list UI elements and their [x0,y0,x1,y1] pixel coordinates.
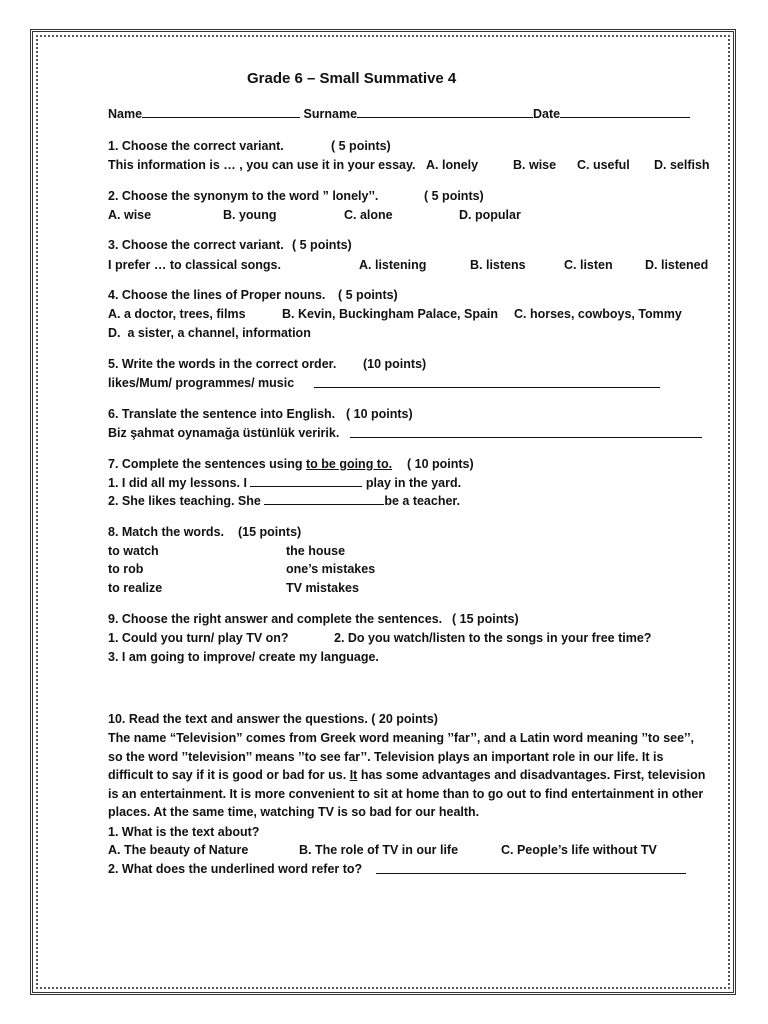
q8-points: (15 points) [238,525,302,539]
q3-points: ( 5 points) [292,238,352,252]
q5-prompt: likes/Mum/ programmes/ music [108,376,295,390]
q3-option-b[interactable]: B. listens [470,258,526,272]
q5-heading: 5. Write the words in the correct order. [108,357,337,371]
q4-heading: 4. Choose the lines of Proper nouns. [108,288,326,302]
q1-option-c[interactable]: C. useful [577,158,630,172]
surname-field[interactable] [357,105,533,118]
q8-left-item[interactable]: to realize [108,581,163,595]
date-label: Date [533,107,561,121]
q10-heading: 10. Read the text and answer the questions. ( 20 points) [108,712,438,726]
q7-sentence-1 [108,474,461,493]
q6-points: ( 10 points) [346,407,413,421]
q10-reading-text [108,729,712,822]
q3-option-a[interactable]: A. listening [359,258,427,272]
student-info-row [108,105,690,124]
q9-sentence-2: 2. Do you watch/listen to the songs in your free time? [334,631,652,645]
q7-s1-blank[interactable] [250,474,362,487]
q2-option-c[interactable]: C. alone [344,208,393,222]
q7-s1-after: play in the yard. [365,476,462,490]
q9-heading: 9. Choose the right answer and complete the sentences. [108,612,443,626]
q1-option-b[interactable]: B. wise [513,158,557,172]
q10-text-part1: The name “Television” comes from Greek word meaning ’’far’’, and a Latin word meaning ’’to see’’, so the word ’’television’’ means ’’to see far’’. Television plays an important role in our life. It is difficult to say if it is good or bad for us. [108,731,695,782]
q3-option-d[interactable]: D. listened [645,258,709,272]
q10-underlined-word: It [349,768,358,782]
q4-points: ( 5 points) [338,288,398,302]
q8-right-item[interactable]: one’s mistakes [286,562,376,576]
q10-option-a[interactable]: A. The beauty of Nature [108,843,249,857]
q1-heading: 1. Choose the correct variant. [108,139,284,153]
name-label: Name [108,107,143,121]
page-title: Grade 6 – Small Summative 4 [247,70,457,87]
q7-points: ( 10 points) [407,457,474,471]
q10-text-part2: has some advantages and disadvantages. First, television is an entertainment. It is more convenient to sit at home than to go out to find entertainment in other places. At the same time, watching TV is so bad for our health. [108,768,706,819]
q10-option-b[interactable]: B. The role of TV in our life [299,843,459,857]
q1-option-a[interactable]: A. lonely [426,158,479,172]
q4-option-b[interactable]: B. Kevin, Buckingham Palace, Spain [282,307,499,321]
q6-answer-line[interactable] [350,425,702,438]
q7-sentence-2 [108,492,460,511]
q1-stem: This information is … , you can use it in your essay. [108,158,416,172]
date-field[interactable] [560,105,690,118]
q5-answer-line[interactable] [314,375,660,388]
q7-s2-blank[interactable] [264,492,384,505]
q8-left-item[interactable]: to watch [108,544,159,558]
q2-points: ( 5 points) [424,189,484,203]
q4-option-d[interactable]: D. a sister, a channel, information [108,326,311,340]
q10-sub-question-2: 2. What does the underlined word refer to? [108,862,363,876]
q8-heading: 8. Match the words. [108,525,224,539]
q7-grammar-target: to be going to. [305,457,393,471]
q8-left-item[interactable]: to rob [108,562,144,576]
q2-heading: 2. Choose the synonym to the word ” lonely’’. [108,189,379,203]
q5-points: (10 points) [363,357,427,371]
q3-heading: 3. Choose the correct variant. [108,238,284,252]
q3-stem: I prefer … to classical songs. [108,258,281,272]
q7-s2-before: 2. She likes teaching. She [108,494,261,508]
q7-heading [108,455,392,474]
q2-option-a[interactable]: A. wise [108,208,152,222]
q3-option-c[interactable]: C. listen [564,258,613,272]
q6-prompt: Biz şahmat oynamağa üstünlük veririk. [108,426,340,440]
q7-s1-before: 1. I did all my lessons. I [108,476,247,490]
q8-right-item[interactable]: TV mistakes [286,581,359,595]
q7-s2-after: be a teacher. [384,494,461,508]
q8-right-item[interactable]: the house [286,544,346,558]
q10-option-c[interactable]: C. People’s life without TV [501,843,657,857]
q1-option-d[interactable]: D. selfish [654,158,710,172]
q10-answer-line[interactable] [376,861,686,874]
q9-sentence-3: 3. I am going to improve/ create my language. [108,650,379,664]
q7-heading-text: 7. Complete the sentences using [108,457,303,471]
q2-option-d[interactable]: D. popular [459,208,521,222]
surname-label: Surname [303,107,358,121]
q1-points: ( 5 points) [331,139,391,153]
q4-option-c[interactable]: C. horses, cowboys, Tommy [514,307,682,321]
q9-points: ( 15 points) [452,612,519,626]
q10-sub-question-1: 1. What is the text about? [108,825,260,839]
q2-option-b[interactable]: B. young [223,208,277,222]
name-field[interactable] [142,105,300,118]
q6-heading: 6. Translate the sentence into English. [108,407,336,421]
q9-sentence-1: 1. Could you turn/ play TV on? [108,631,289,645]
q4-option-a[interactable]: A. a doctor, trees, films [108,307,246,321]
